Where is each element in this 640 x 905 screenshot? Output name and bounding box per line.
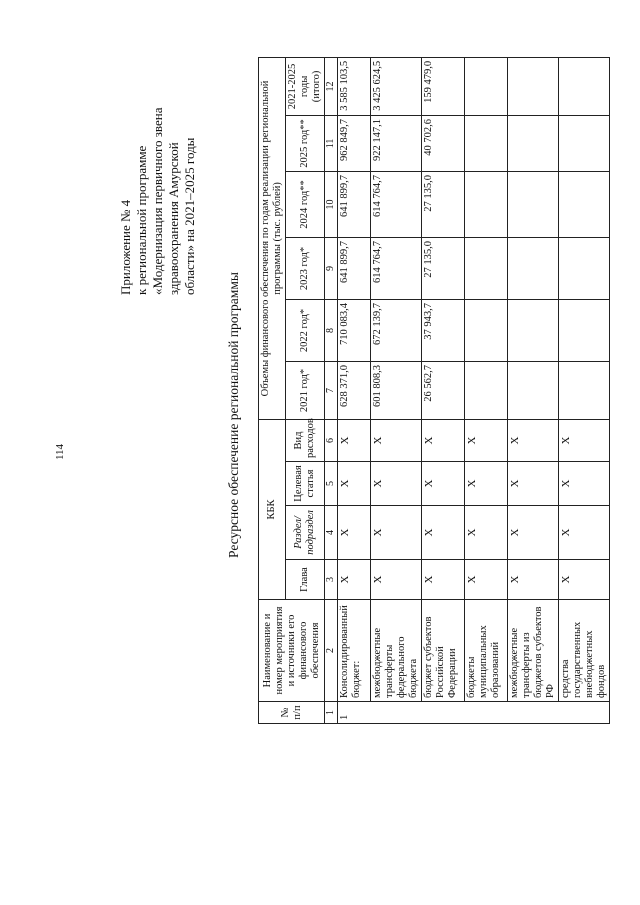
row-2025: [559, 115, 610, 171]
table-row: [422, 57, 465, 723]
row-glava: X: [371, 560, 422, 600]
row-total: [559, 57, 610, 115]
row-glava: X: [338, 560, 371, 600]
row-2021: 628 371,0: [338, 361, 371, 419]
header-volumes: Объемы финансового обеспечения по годам реализации региональной программы (тыс. рублей): [259, 57, 286, 419]
col-number: 10: [325, 171, 338, 237]
row-vid: X: [465, 419, 508, 461]
appendix-line: «Модернизация первичного звена: [150, 107, 165, 295]
row-2023: 641 899,7: [338, 237, 371, 299]
header-2024: 2024 год**: [286, 171, 325, 237]
row-name: бюджеты муниципальных образований: [465, 600, 508, 702]
resource-table: [258, 57, 610, 724]
header-statya: Целевая статья: [286, 462, 325, 506]
row-razdel: X: [338, 506, 371, 560]
row-statya: X: [338, 462, 371, 506]
appendix-line: к региональной программе: [134, 145, 149, 295]
row-glava: X: [465, 560, 508, 600]
table-row: [465, 57, 508, 723]
row-statya: X: [508, 462, 559, 506]
row-2023: 614 764,7: [371, 237, 422, 299]
row-name: бюджет субъектов Российской Федерации: [422, 600, 465, 702]
appendix-line: области» на 2021–2025 годы: [182, 137, 197, 295]
row-name: межбюджетные трансферты из бюджетов субъектов РФ: [508, 600, 559, 702]
row-statya: X: [559, 462, 610, 506]
row-2022: 672 139,7: [371, 299, 422, 361]
row-2021: [465, 361, 508, 419]
header-glava: Глава: [286, 560, 325, 600]
row-razdel: X: [465, 506, 508, 560]
row-2022: [508, 299, 559, 361]
col-number: 3: [325, 560, 338, 600]
row-2021: [559, 361, 610, 419]
row-razdel: X: [422, 506, 465, 560]
row-2024: 27 135,0: [422, 171, 465, 237]
row-name: Консолидированный бюджет:: [338, 600, 371, 702]
col-number: 1: [325, 702, 338, 724]
row-2025: [508, 115, 559, 171]
header-2025: 2025 год**: [286, 115, 325, 171]
row-2022: 37 943,7: [422, 299, 465, 361]
header-total: 2021-2025 годы (итого): [286, 57, 325, 115]
document-title: Ресурсное обеспечение региональной программы: [226, 272, 241, 558]
row-statya: X: [465, 462, 508, 506]
row-glava: X: [422, 560, 465, 600]
row-total: [508, 57, 559, 115]
col-number: 7: [325, 361, 338, 419]
row-vid: X: [338, 419, 371, 461]
row-razdel: X: [508, 506, 559, 560]
page-number: 114: [54, 443, 66, 461]
header-2021: 2021 год*: [286, 361, 325, 419]
row-razdel: X: [371, 506, 422, 560]
header-row: [259, 57, 286, 723]
row-2025: [465, 115, 508, 171]
col-number: 5: [325, 462, 338, 506]
row-vid: X: [422, 419, 465, 461]
appendix-block: [118, 75, 198, 295]
row-2023: [559, 237, 610, 299]
header-name: Наименование и номер мероприятия и источники его финансового обеспечения: [259, 600, 325, 702]
row-statya: X: [371, 462, 422, 506]
row-vid: X: [559, 419, 610, 461]
row-2023: 27 135,0: [422, 237, 465, 299]
row-total: 159 479,0: [422, 57, 465, 115]
row-2022: [465, 299, 508, 361]
header-razdel: Раздел/ подраздел: [286, 506, 325, 560]
row-razdel: X: [559, 506, 610, 560]
row-2023: [465, 237, 508, 299]
row-2024: [559, 171, 610, 237]
row-2025: 922 147,1: [371, 115, 422, 171]
row-total: [465, 57, 508, 115]
row-2025: 40 702,6: [422, 115, 465, 171]
row-2024: [465, 171, 508, 237]
header-vid: Вид расходов: [286, 419, 325, 461]
table-row: [559, 57, 610, 723]
row-2022: 710 083,4: [338, 299, 371, 361]
row-2022: [559, 299, 610, 361]
col-number: 11: [325, 115, 338, 171]
header-num: № п/п: [259, 702, 325, 724]
col-number: 2: [325, 600, 338, 702]
row-glava: X: [559, 560, 610, 600]
row-name: межбюджетные трансферты федерального бюджета: [371, 600, 422, 702]
row-vid: X: [371, 419, 422, 461]
row-2023: [508, 237, 559, 299]
row-vid: X: [508, 419, 559, 461]
table-row: [508, 57, 559, 723]
table-row: [338, 57, 371, 723]
row-2021: 601 808,3: [371, 361, 422, 419]
col-number: 8: [325, 299, 338, 361]
row-2024: 641 899,7: [338, 171, 371, 237]
row-2024: [508, 171, 559, 237]
header-2022: 2022 год*: [286, 299, 325, 361]
row-statya: X: [422, 462, 465, 506]
row-glava: X: [508, 560, 559, 600]
table-row: [371, 57, 422, 723]
row-2024: 614 764,7: [371, 171, 422, 237]
row-2021: 26 562,7: [422, 361, 465, 419]
appendix-line: здравоохранения Амурской: [166, 142, 181, 295]
row-2021: [508, 361, 559, 419]
column-numbers-row: [325, 57, 338, 723]
row-2025: 962 849,7: [338, 115, 371, 171]
col-number: 6: [325, 419, 338, 461]
col-number: 12: [325, 57, 338, 115]
col-number: 9: [325, 237, 338, 299]
col-number: 4: [325, 506, 338, 560]
header-2023: 2023 год*: [286, 237, 325, 299]
row-name: средства государственных внебюджетных фондов: [559, 600, 610, 702]
row-number: 1: [338, 702, 610, 724]
row-total: 3 585 103,5: [338, 57, 371, 115]
header-kbk: КБК: [259, 419, 286, 599]
appendix-line: Приложение № 4: [118, 199, 133, 295]
row-total: 3 425 624,5: [371, 57, 422, 115]
